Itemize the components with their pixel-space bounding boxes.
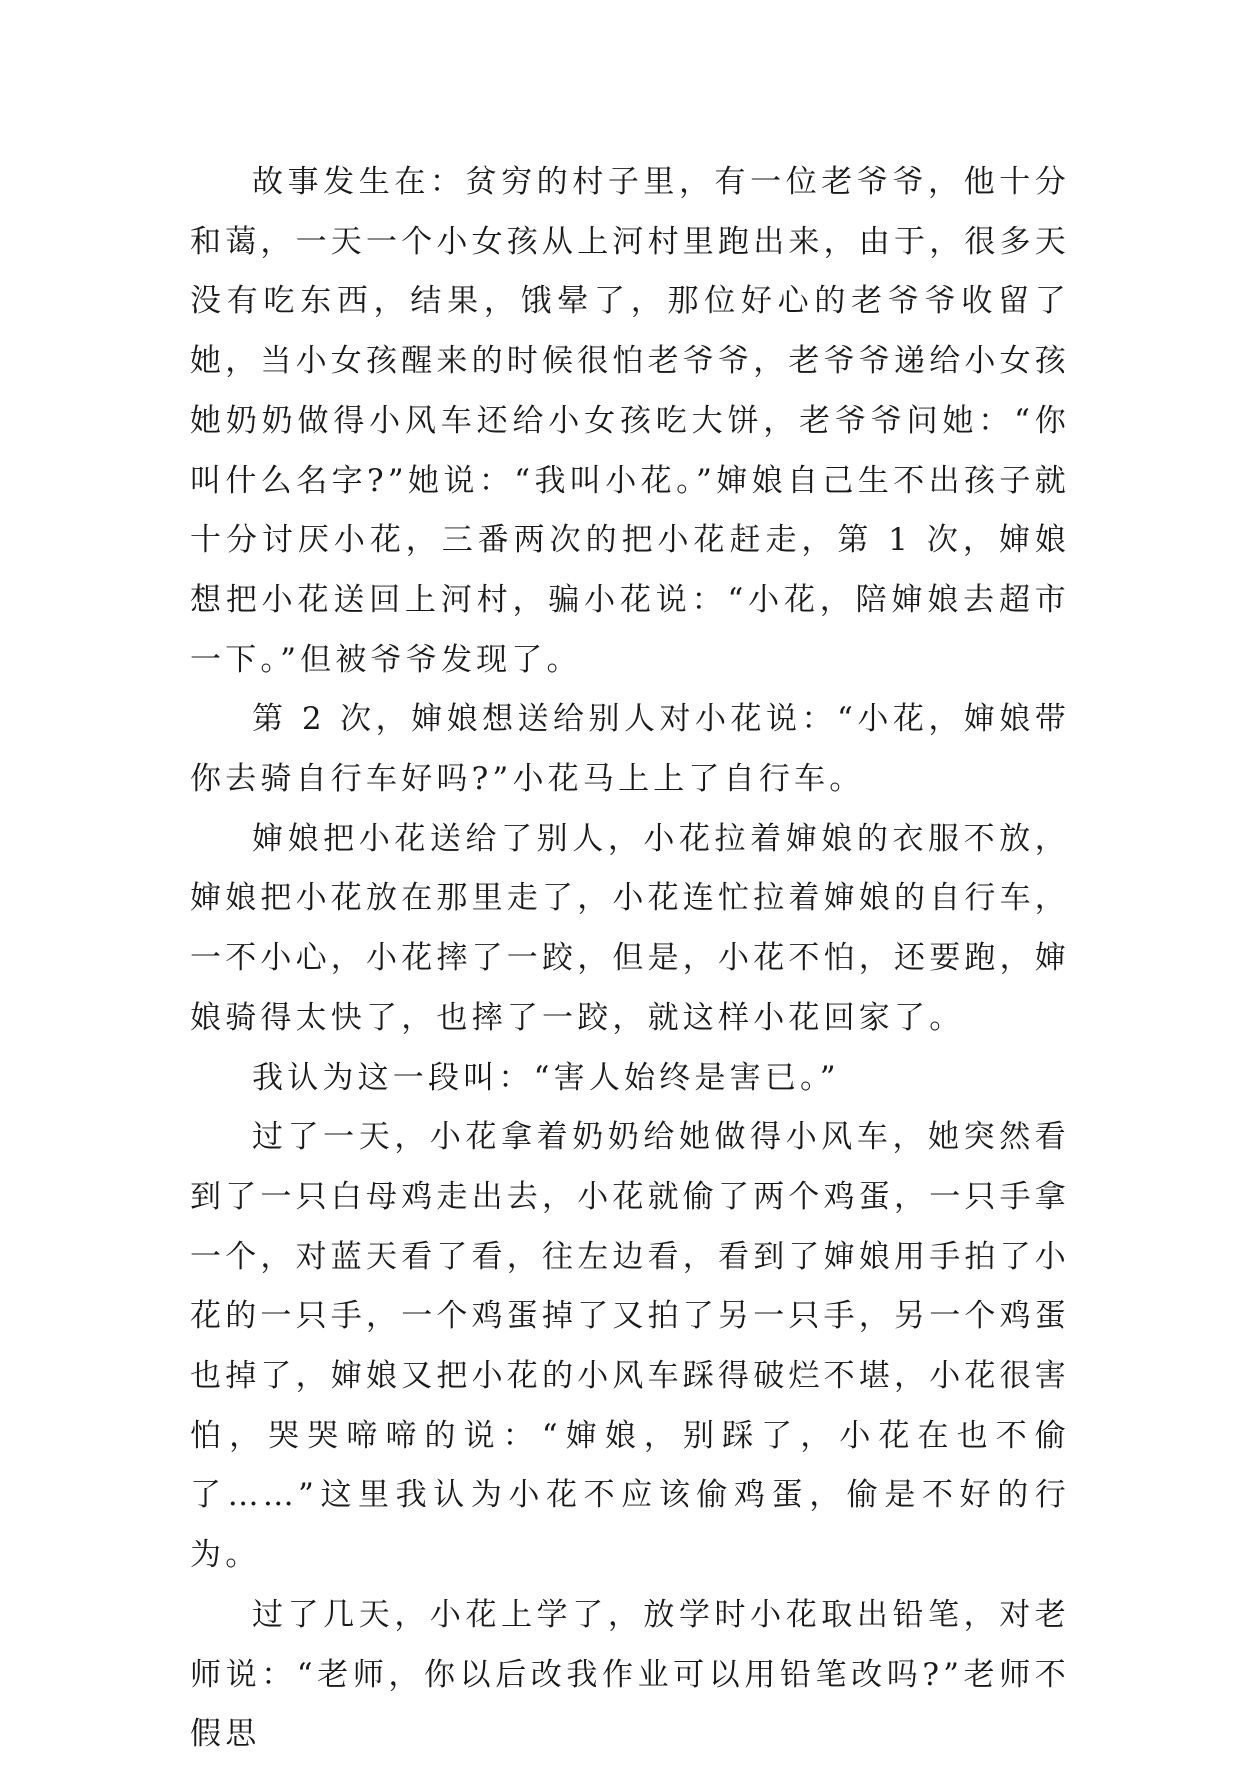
paragraph-3: 婶娘把小花送给了别人，小花拉着婶娘的衣服不放，婶娘把小花放在那里走了，小花连忙拉着婶娘的自行车，一不小心，小花摔了一跤，但是，小花不怕，还要跑，婶娘骑得太快了，也摔了一跤，就这样小花回家了。 <box>190 820 1070 1036</box>
document-body <box>190 153 1070 1765</box>
paragraph-6: 过了几天，小花上学了，放学时小花取出铅笔，对老师说：“老师，你以后改我作业可以用铅笔改吗?”老师不假思 <box>190 1596 1070 1753</box>
paragraph-2: 第 2 次，婶娘想送给别人对小花说：“小花，婶娘带你去骑自行车好吗?”小花马上上了自行车。 <box>190 701 1070 798</box>
paragraph-1: 故事发生在：贫穷的村子里，有一位老爷爷，他十分和蔼，一天一个小女孩从上河村里跑出来，由于，很多天没有吃东西，结果，饿晕了，那位好心的老爷爷收留了她，当小女孩醒来的时候很怕老爷爷，老爷爷递给小女孩她奶奶做得小风车还给小女孩吃大饼，老爷爷问她：“你叫什么名字?”她说：“我叫小花。”婶娘自己生不出孩子就十分讨厌小花，三番两次的把小花赶走，第 1 次，婶娘想把小花送回上河村，骗小花说：“小花，陪婶娘去超市一下。”但被爷爷发现了。 <box>190 164 1070 678</box>
paragraph-5: 过了一天，小花拿着奶奶给她做得小风车，她突然看到了一只白母鸡走出去，小花就偷了两个鸡蛋，一只手拿一个，对蓝天看了看，往左边看，看到了婶娘用手拍了小花的一只手，一个鸡蛋掉了又拍了另一只手，另一个鸡蛋也掉了，婶娘又把小花的小风车踩得破烂不堪，小花很害怕，哭哭啼啼的说：“婶娘，别踩了，小花在也不偷了……”这里我认为小花不应该偷鸡蛋，偷是不好的行为。 <box>190 1119 1070 1574</box>
paragraph-4: 我认为这一段叫：“害人始终是害已。” <box>252 1059 840 1096</box>
